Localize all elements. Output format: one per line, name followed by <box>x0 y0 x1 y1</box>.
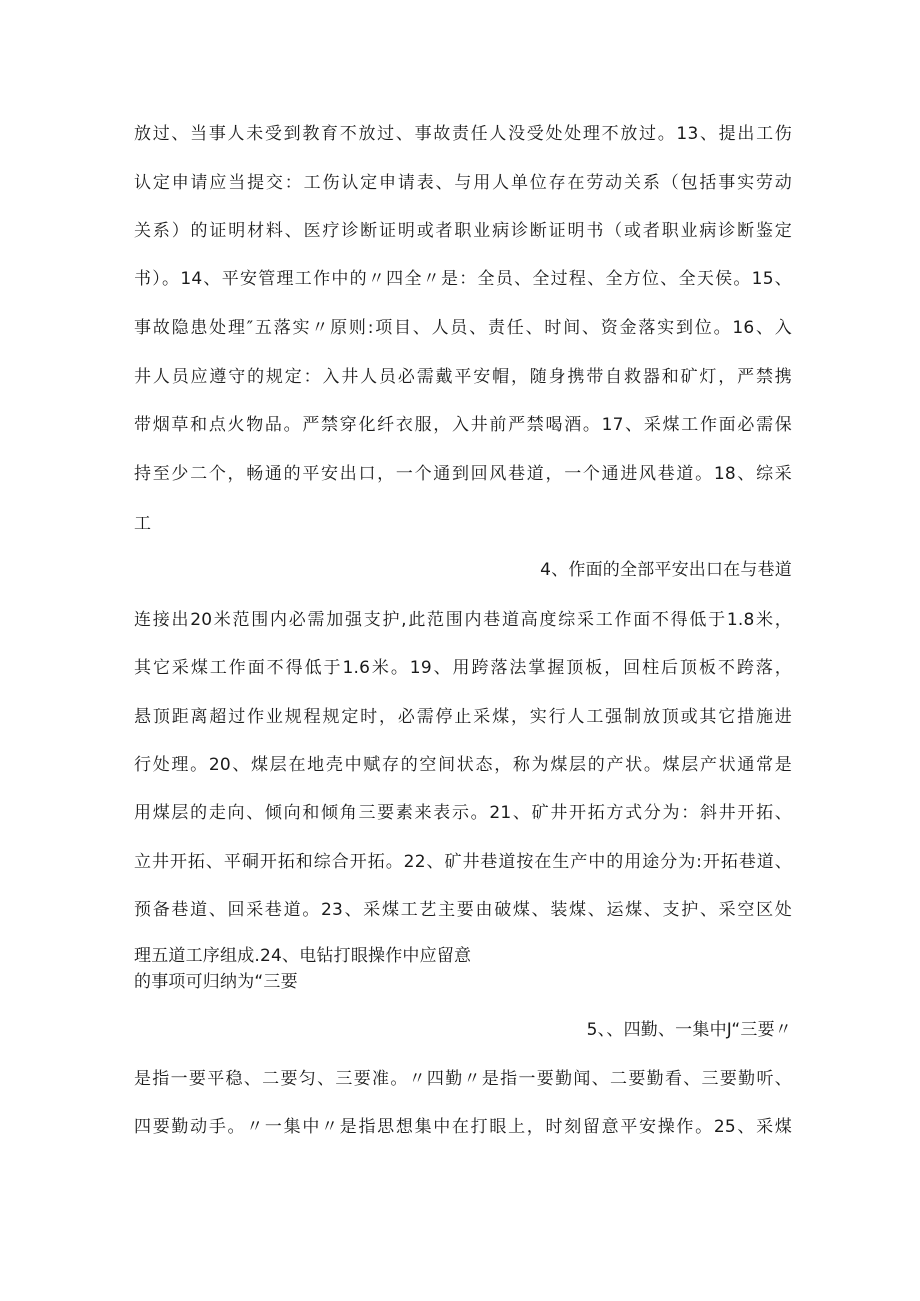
text-line: 悬顶距离超过作业规程规定时，必需停止采煤，实行人工强制放顶或其它措施进 <box>134 707 792 727</box>
text-line: 行处理。20、煤层在地壳中赋存的空间状态，称为煤层的产状。煤层产状通常是 <box>134 755 792 775</box>
text-line: 事故隐患处理″五落实〃原则:项目、人员、责任、时间、资金落实到位。16、入 <box>134 318 792 338</box>
text-line: 其它采煤工作面不得低于1.6米。19、用跨落法掌握顶板，回柱后顶板不跨落， <box>134 658 792 678</box>
text-line: 工 <box>134 514 152 534</box>
text-line: 四要勤动手。〃一集中〃是指思想集中在打眼上，时刻留意平安操作。25、采煤 <box>134 1117 792 1137</box>
text-line: 理五道工序组成.24、电钻打眼操作中应留意 <box>134 946 472 966</box>
text-line: 井人员应遵守的规定：入井人员必需戴平安帽，随身携带自救器和矿灯，严禁携 <box>134 367 792 387</box>
text-line: 持至少二个，畅通的平安出口，一个通到回风巷道，一个通进风巷道。18、综采 <box>134 464 792 484</box>
text-line: 用煤层的走向、倾向和倾角三要素来表示。21、矿井开拓方式分为：斜井开拓、 <box>134 803 792 823</box>
text-line: 的事项可归纳为“三要 <box>134 972 298 992</box>
text-line: 4、作面的全部平安出口在与巷道 <box>540 560 792 580</box>
text-line: 带烟草和点火物品。严禁穿化纤衣服，入井前严禁喝酒。17、采煤工作面必需保 <box>134 415 792 435</box>
text-line: 是指一要平稳、二要匀、三要准。〃四勤〃是指一要勤闻、二要勤看、三要勤听、 <box>134 1069 792 1089</box>
text-line: 关系）的证明材料、医疗诊断证明或者职业病诊断证明书（或者职业病诊断鉴定 <box>134 221 792 241</box>
text-line: 连接出20米范围内必需加强支护,此范围内巷道高度综采工作面不得低于1.8米， <box>134 610 792 630</box>
text-line: 书）。14、平安管理工作中的〃四全〃是：全员、全过程、全方位、全天侯。15、 <box>134 269 792 289</box>
text-line: 立井开拓、平硐开拓和综合开拓。22、矿井巷道按在生产中的用途分为:开拓巷道、 <box>134 852 792 872</box>
text-line: 认定申请应当提交：工伤认定申请表、与用人单位存在劳动关系（包括事实劳动 <box>134 173 792 193</box>
text-line: 放过、当事人未受到教育不放过、事故责任人没受处处理不放过。13、提出工伤 <box>134 124 792 144</box>
text-line: 5、、四勤、一集中J“三要〃 <box>586 1020 792 1040</box>
text-line: 预备巷道、回采巷道。23、采煤工艺主要由破煤、装煤、运煤、支护、采空区处 <box>134 900 792 920</box>
